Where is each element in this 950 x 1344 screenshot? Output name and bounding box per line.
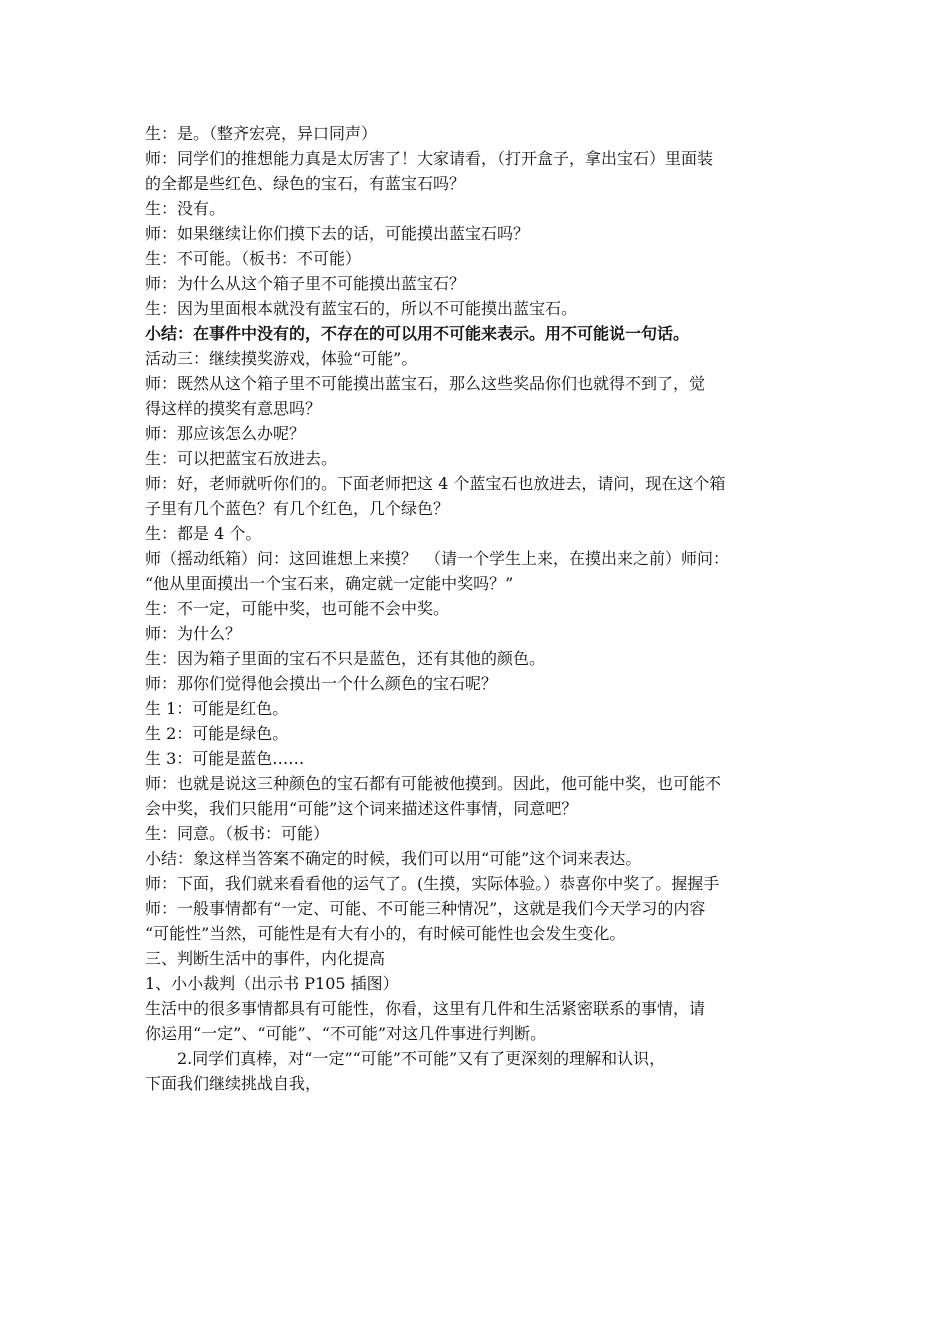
text-line: 师：下面，我们就来看看他的运气了。(生摸，实际体验。）恭喜你中奖了。握握手 (145, 874, 720, 893)
text-line: 子里有几个蓝色？有几个红色，几个绿色？ (145, 499, 450, 518)
text-line: 生：因为箱子里面的宝石不只是蓝色，还有其他的颜色。 (145, 649, 546, 668)
text-line: 师：好，老师就听你们的。下面老师把这 4 个蓝宝石也放进去，请问，现在这个箱 (145, 474, 726, 493)
text-line: 2.同学们真棒，对“一定”“可能”不可能”又有了更深刻的理解和认识， (177, 1049, 666, 1068)
text-line: 师（摇动纸箱）问：这回谁想上来摸？ （请一个学生上来，在摸出来之前）师问： (145, 549, 730, 568)
summary-line: 小结：在事件中没有的，不存在的可以用不可能来表示。用不可能说一句话。 (145, 324, 690, 343)
text-line: 你运用“一定”、“可能”、“不可能”对这几件事进行判断。 (145, 1024, 547, 1043)
text-line: 生：因为里面根本就没有蓝宝石的，所以不可能摸出蓝宝石。 (145, 299, 578, 318)
text-line: 师：那应该怎么办呢？ (145, 424, 306, 443)
text-line: 生：不可能。（板书：不可能） (145, 249, 362, 268)
text-line: 师：为什么从这个箱子里不可能摸出蓝宝石？ (145, 274, 466, 293)
text-line: 下面我们继续挑战自我， (145, 1074, 322, 1093)
text-line: 生：没有。 (145, 199, 226, 218)
text-line: 小结：象这样当答案不确定的时候，我们可以用“可能”这个词来表达。 (145, 849, 642, 868)
text-line: 生：可以把蓝宝石放进去。 (145, 449, 338, 468)
text-line: 生 1：可能是红色。 (145, 699, 289, 718)
text-line: 师：为什么？ (145, 624, 242, 643)
text-line: 会中奖，我们只能用“可能”这个词来描述这件事情，同意吧？ (145, 799, 578, 818)
text-line: 生活中的很多事情都具有可能性，你看，这里有几件和生活紧密联系的事情，请 (145, 999, 706, 1018)
text-line: 师：同学们的推想能力真是太厉害了！大家请看，（打开盒子，拿出宝石）里面装 (145, 149, 714, 168)
text-line: 师：如果继续让你们摸下去的话，可能摸出蓝宝石吗？ (145, 224, 530, 243)
text-line: 师：一般事情都有“一定、可能、不可能三种情况”，这就是我们今天学习的内容 (145, 899, 706, 918)
text-line: 的全都是些红色、绿色的宝石，有蓝宝石吗？ (145, 174, 466, 193)
text-line: “他从里面摸出一个宝石来，确定就一定能中奖吗？” (145, 574, 514, 593)
text-line: 生：都是 4 个。 (145, 524, 262, 543)
text-line: 生：不一定，可能中奖，也可能不会中奖。 (145, 599, 450, 618)
section-heading: 三、判断生活中的事件，内化提高 (145, 949, 386, 968)
text-line: 活动三：继续摸奖游戏，体验“可能”。 (145, 349, 418, 368)
text-line: 生：同意。（板书：可能） (145, 824, 330, 843)
text-line: 得这样的摸奖有意思吗？ (145, 399, 322, 418)
text-line: “可能性”当然，可能性是有大有小的，有时候可能性也会发生变化。 (145, 924, 626, 943)
subsection-heading: 1、小小裁判（出示书 P105 插图） (145, 974, 399, 993)
text-line: 师：也就是说这三种颜色的宝石都有可能被他摸到。因此，他可能中奖，也可能不 (145, 774, 722, 793)
text-line: 师：那你们觉得他会摸出一个什么颜色的宝石呢？ (145, 674, 498, 693)
text-line: 生：是。（整齐宏亮，异口同声） (145, 124, 378, 143)
text-line: 生 2：可能是绿色。 (145, 724, 289, 743)
text-line: 师：既然从这个箱子里不可能摸出蓝宝石，那么这些奖品你们也就得不到了，觉 (145, 374, 706, 393)
text-line: 生 3：可能是蓝色…… (145, 749, 305, 768)
document-body (145, 121, 815, 1096)
